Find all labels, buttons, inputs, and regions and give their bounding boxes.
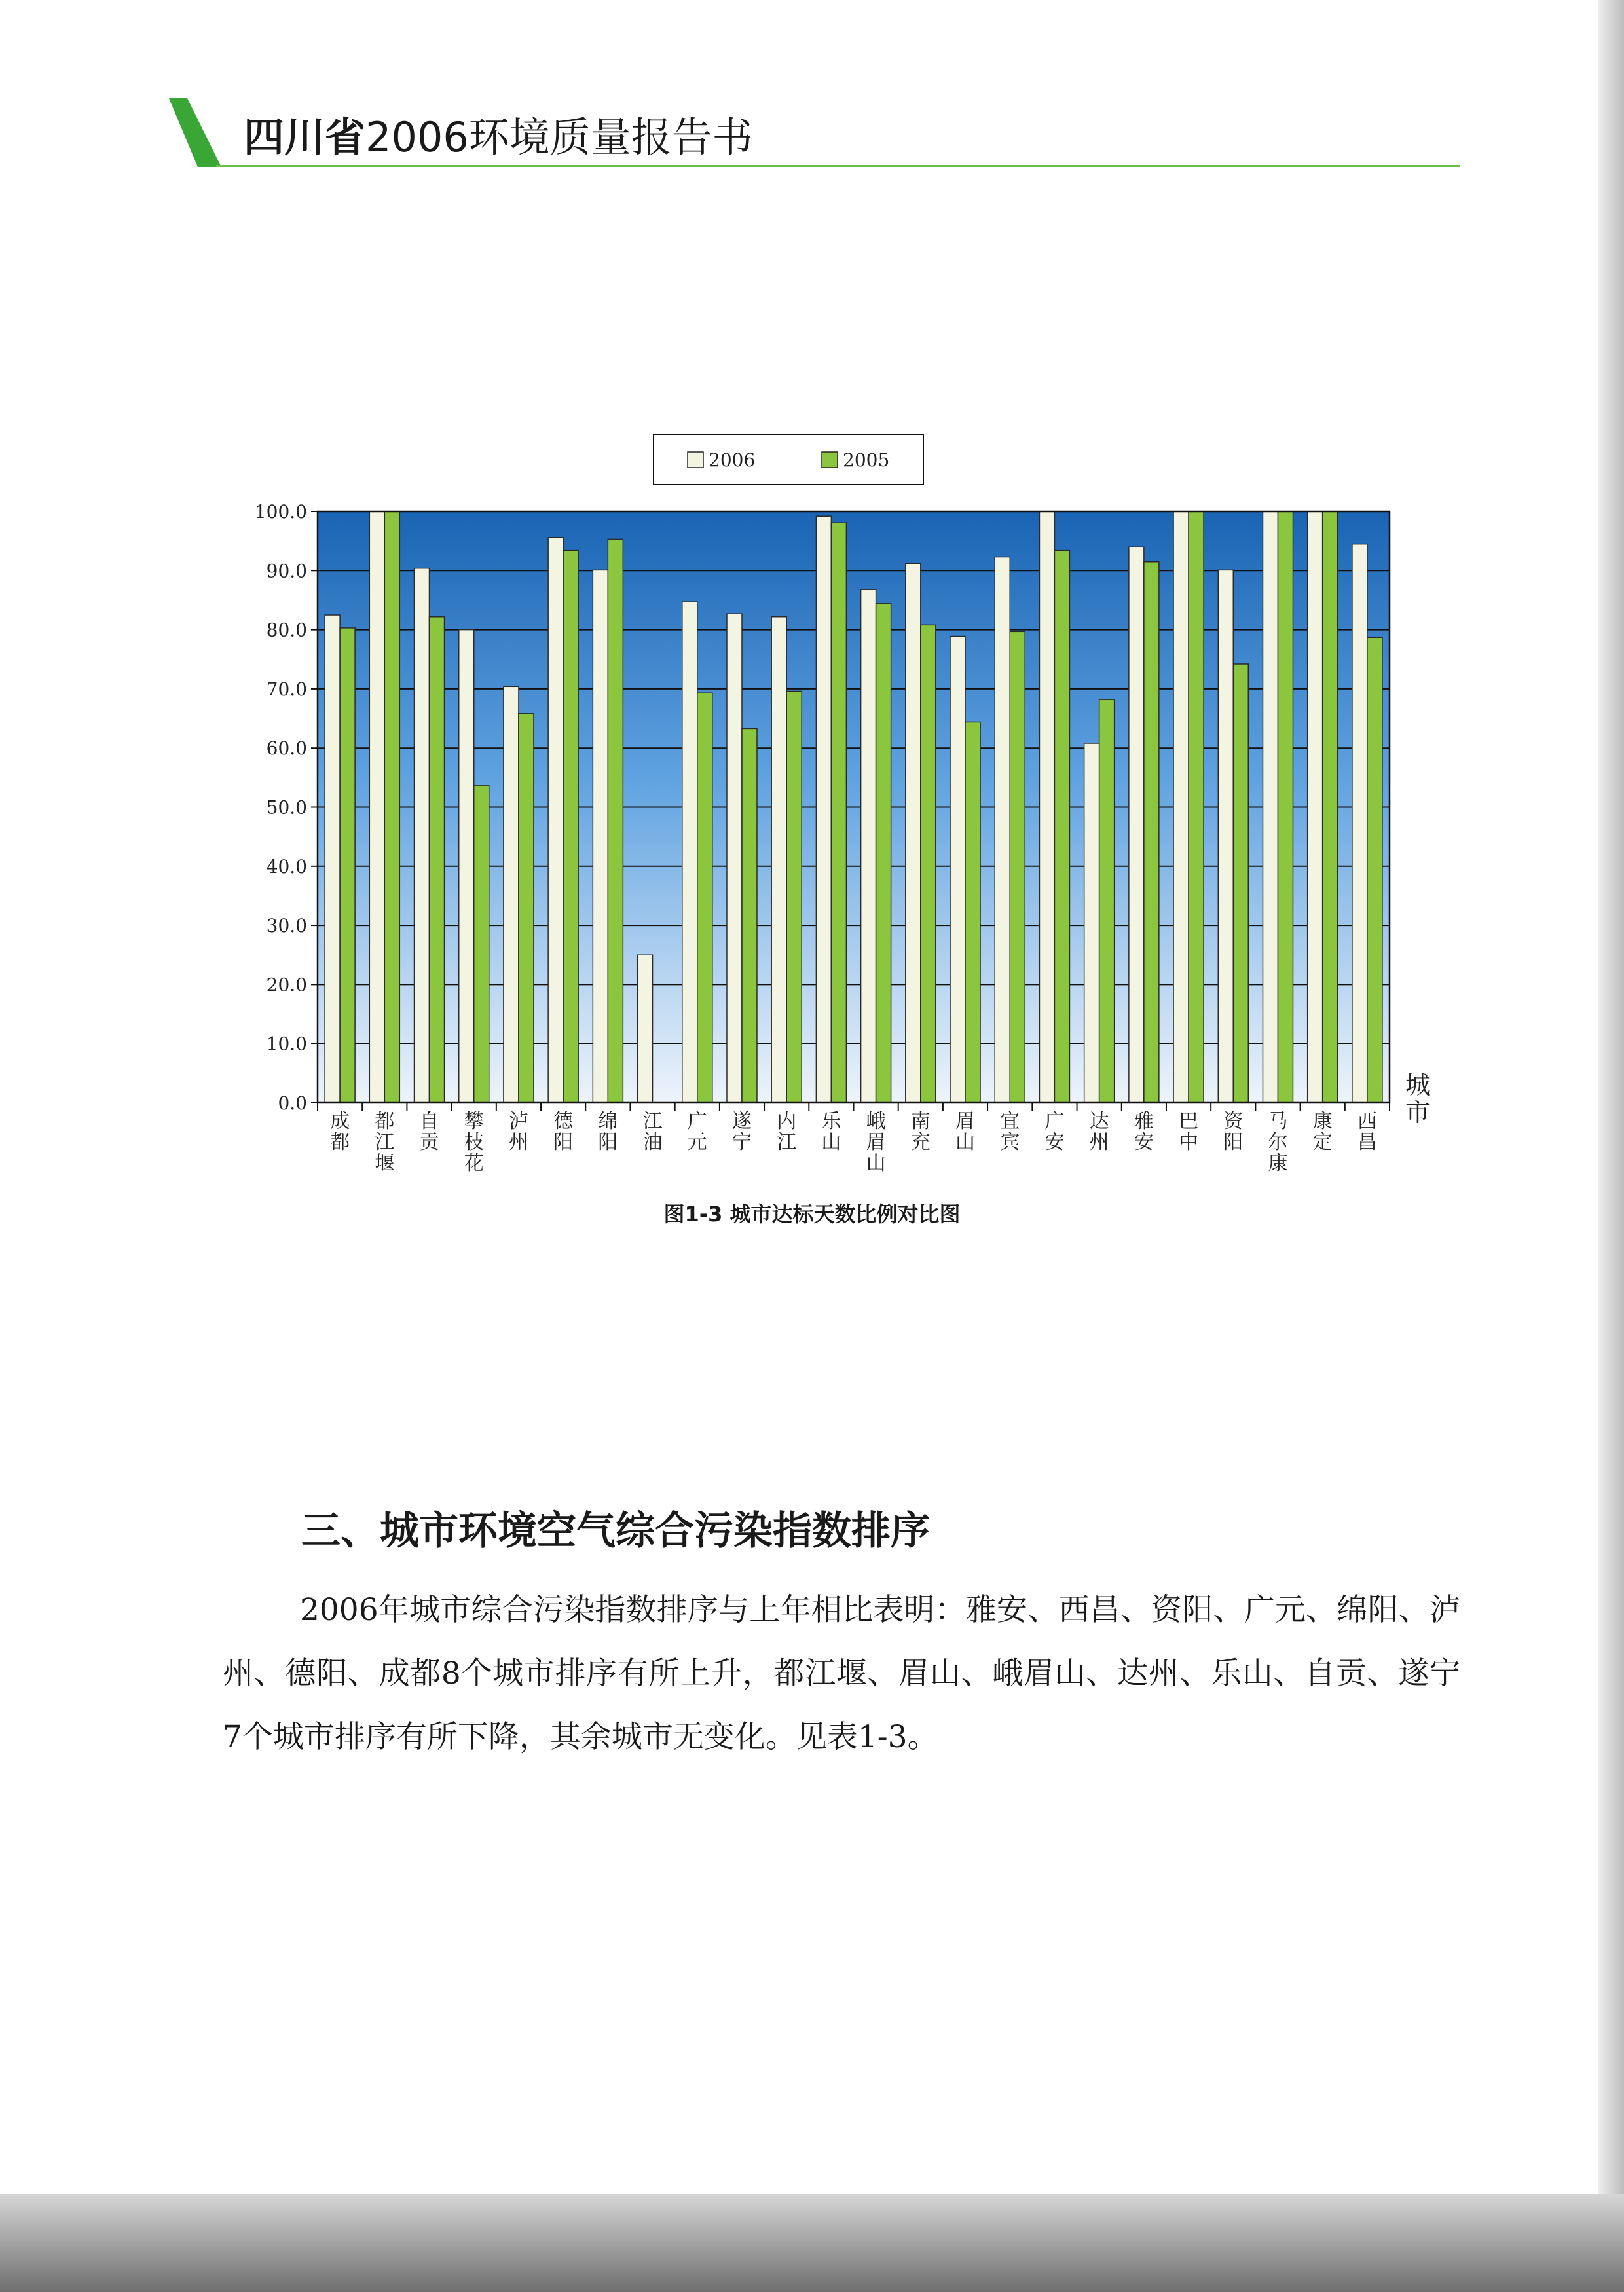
bar-2005-18 xyxy=(1144,562,1159,1103)
bar-2005-9 xyxy=(742,728,757,1103)
y-tick-label: 20.0 xyxy=(266,974,307,996)
x-tick-label-char: 广 xyxy=(1044,1110,1065,1133)
x-tick-label-char: 安 xyxy=(1044,1131,1065,1154)
x-tick-label-char: 遂 xyxy=(731,1110,752,1133)
bar-2005-13 xyxy=(921,625,936,1103)
x-axis-title-char: 市 xyxy=(1405,1098,1431,1127)
bar-2006-4 xyxy=(504,686,519,1103)
bar-2006-23 xyxy=(1352,544,1367,1103)
bar-2005-1 xyxy=(384,511,399,1103)
y-tick-label: 40.0 xyxy=(266,855,307,878)
x-tick-label-char: 康 xyxy=(1268,1152,1288,1175)
bar-2006-22 xyxy=(1308,511,1323,1103)
x-tick-label-char: 充 xyxy=(910,1131,931,1154)
bar-2005-6 xyxy=(608,539,623,1103)
x-tick-label-char: 内 xyxy=(777,1110,797,1133)
x-tick-label-char: 眉 xyxy=(955,1110,976,1133)
bar-2005-3 xyxy=(474,785,489,1103)
y-tick-label: 60.0 xyxy=(266,737,307,760)
bar-2005-14 xyxy=(965,722,980,1103)
bar-2005-16 xyxy=(1054,551,1069,1103)
bar-2006-14 xyxy=(950,637,965,1103)
x-tick-label-char: 阳 xyxy=(598,1131,618,1154)
header-report-title: 2006环境质量报告书 xyxy=(365,113,753,161)
bar-2005-11 xyxy=(831,523,846,1103)
x-tick-label-char: 贡 xyxy=(419,1131,439,1154)
bar-2006-13 xyxy=(906,563,921,1103)
x-tick-label-char: 江 xyxy=(777,1131,797,1154)
x-tick-label-char: 成 xyxy=(330,1110,350,1133)
x-tick-label-char: 都 xyxy=(375,1110,395,1133)
x-tick-label-char: 枝 xyxy=(464,1131,484,1154)
x-tick-label-char: 达 xyxy=(1089,1110,1109,1133)
x-tick-label-char: 宁 xyxy=(731,1131,752,1154)
x-tick-label-char: 攀 xyxy=(464,1110,484,1133)
bar-2006-0 xyxy=(325,615,340,1103)
x-tick-label-char: 广 xyxy=(687,1110,707,1133)
bar-2006-16 xyxy=(1039,511,1054,1103)
bar-2005-23 xyxy=(1367,637,1382,1103)
bar-2005-17 xyxy=(1099,699,1115,1103)
legend-swatch-2006 xyxy=(688,452,703,468)
x-tick-label-char: 山 xyxy=(866,1152,886,1175)
x-tick-label-char: 马 xyxy=(1268,1110,1288,1133)
x-tick-label-char: 定 xyxy=(1312,1131,1333,1154)
x-tick-label-char: 山 xyxy=(821,1131,841,1154)
y-tick-label: 80.0 xyxy=(266,619,307,641)
x-tick-label-char: 元 xyxy=(687,1131,707,1154)
bar-2005-0 xyxy=(340,628,355,1103)
bar-2005-8 xyxy=(697,693,712,1103)
bar-2006-18 xyxy=(1129,547,1144,1103)
bar-2006-8 xyxy=(682,602,697,1103)
bar-2006-17 xyxy=(1084,743,1099,1103)
x-tick-label-char: 堰 xyxy=(375,1152,395,1175)
figure-caption: 图1-3 城市达标天数比例对比图 xyxy=(663,1202,961,1227)
x-tick-label-char: 尔 xyxy=(1268,1131,1288,1154)
x-tick-label-char: 德 xyxy=(553,1110,574,1133)
bar-2005-22 xyxy=(1323,511,1338,1103)
section-heading: 三、城市环境空气综合污染指数排序 xyxy=(301,1508,930,1554)
x-tick-label-char: 安 xyxy=(1134,1131,1154,1154)
legend-label-2005: 2005 xyxy=(843,449,890,471)
x-tick-label-char: 阳 xyxy=(1223,1131,1244,1154)
x-tick-label-char: 宾 xyxy=(1000,1131,1020,1154)
x-tick-label-char: 阳 xyxy=(553,1131,574,1154)
x-tick-label-char: 雅 xyxy=(1134,1110,1154,1133)
x-tick-label-char: 都 xyxy=(330,1131,350,1154)
x-tick-label-char: 自 xyxy=(419,1110,439,1133)
header-province: 四川省 xyxy=(244,113,366,161)
bar-2006-15 xyxy=(995,557,1010,1103)
y-tick-label: 100.0 xyxy=(254,501,307,523)
y-tick-label: 0.0 xyxy=(278,1092,307,1114)
x-tick-label-char: 眉 xyxy=(866,1131,886,1154)
x-tick-label-char: 油 xyxy=(642,1131,663,1154)
bar-2006-6 xyxy=(593,570,608,1103)
bar-2006-9 xyxy=(727,614,742,1103)
bar-2006-2 xyxy=(415,568,430,1103)
bar-2005-5 xyxy=(563,551,578,1103)
bar-2006-10 xyxy=(771,617,786,1103)
bar-2006-7 xyxy=(638,955,653,1103)
bar-2005-19 xyxy=(1189,511,1204,1103)
x-tick-label-char: 昌 xyxy=(1357,1131,1377,1154)
x-tick-label-char: 巴 xyxy=(1179,1110,1199,1133)
bar-2005-20 xyxy=(1233,664,1248,1103)
body-paragraph: 2006年城市综合污染指数排序与上年相比表明：雅安、西昌、资阳、广元、绵阳、泸州、德阳、成都8个城市排序有所上升，都江堰、眉山、峨眉山、达州、乐山、自贡、遂宁7个城市排序有所下降，其余城市无变化。见表1-3。 xyxy=(223,1592,1460,1755)
bar-2005-2 xyxy=(430,617,445,1103)
bar-2006-19 xyxy=(1173,511,1189,1103)
bar-2005-12 xyxy=(876,604,891,1103)
legend-label-2006: 2006 xyxy=(709,449,756,471)
y-tick-label: 90.0 xyxy=(266,560,307,582)
bar-2006-12 xyxy=(861,589,876,1103)
x-tick-label-char: 峨 xyxy=(866,1110,886,1133)
x-tick-label-char: 江 xyxy=(375,1131,395,1154)
legend-swatch-2005 xyxy=(822,452,838,468)
x-tick-label-char: 泸 xyxy=(508,1110,528,1133)
x-tick-label-char: 花 xyxy=(464,1152,484,1175)
scan-shadow xyxy=(0,2194,1624,2292)
y-tick-label: 70.0 xyxy=(266,678,307,700)
x-tick-label-char: 西 xyxy=(1357,1110,1377,1133)
bar-2005-21 xyxy=(1278,511,1293,1103)
x-tick-label-char: 资 xyxy=(1223,1110,1244,1133)
x-tick-label-char: 宜 xyxy=(1000,1110,1020,1133)
bar-2006-1 xyxy=(369,511,384,1103)
x-tick-label-char: 康 xyxy=(1312,1110,1333,1133)
x-tick-label-char: 乐 xyxy=(821,1110,841,1133)
bar-2005-4 xyxy=(519,714,534,1103)
bar-2006-11 xyxy=(816,516,831,1103)
bar-2006-5 xyxy=(548,538,563,1103)
bar-2005-10 xyxy=(786,692,802,1103)
bar-2005-15 xyxy=(1010,631,1025,1103)
y-tick-label: 10.0 xyxy=(266,1033,307,1055)
x-tick-label-char: 江 xyxy=(642,1110,663,1133)
x-tick-label-char: 州 xyxy=(1089,1131,1109,1154)
bar-2006-20 xyxy=(1218,570,1233,1103)
y-tick-label: 50.0 xyxy=(266,796,307,819)
x-tick-label-char: 南 xyxy=(910,1110,931,1133)
bar-2006-3 xyxy=(459,630,474,1103)
bar-2006-21 xyxy=(1263,511,1278,1103)
x-tick-label-char: 州 xyxy=(508,1131,528,1154)
x-tick-label-char: 中 xyxy=(1179,1131,1199,1154)
x-tick-label-char: 山 xyxy=(955,1131,976,1154)
x-axis-title-char: 城 xyxy=(1405,1071,1431,1100)
x-tick-label-char: 绵 xyxy=(598,1110,618,1133)
y-tick-label: 30.0 xyxy=(266,915,307,937)
